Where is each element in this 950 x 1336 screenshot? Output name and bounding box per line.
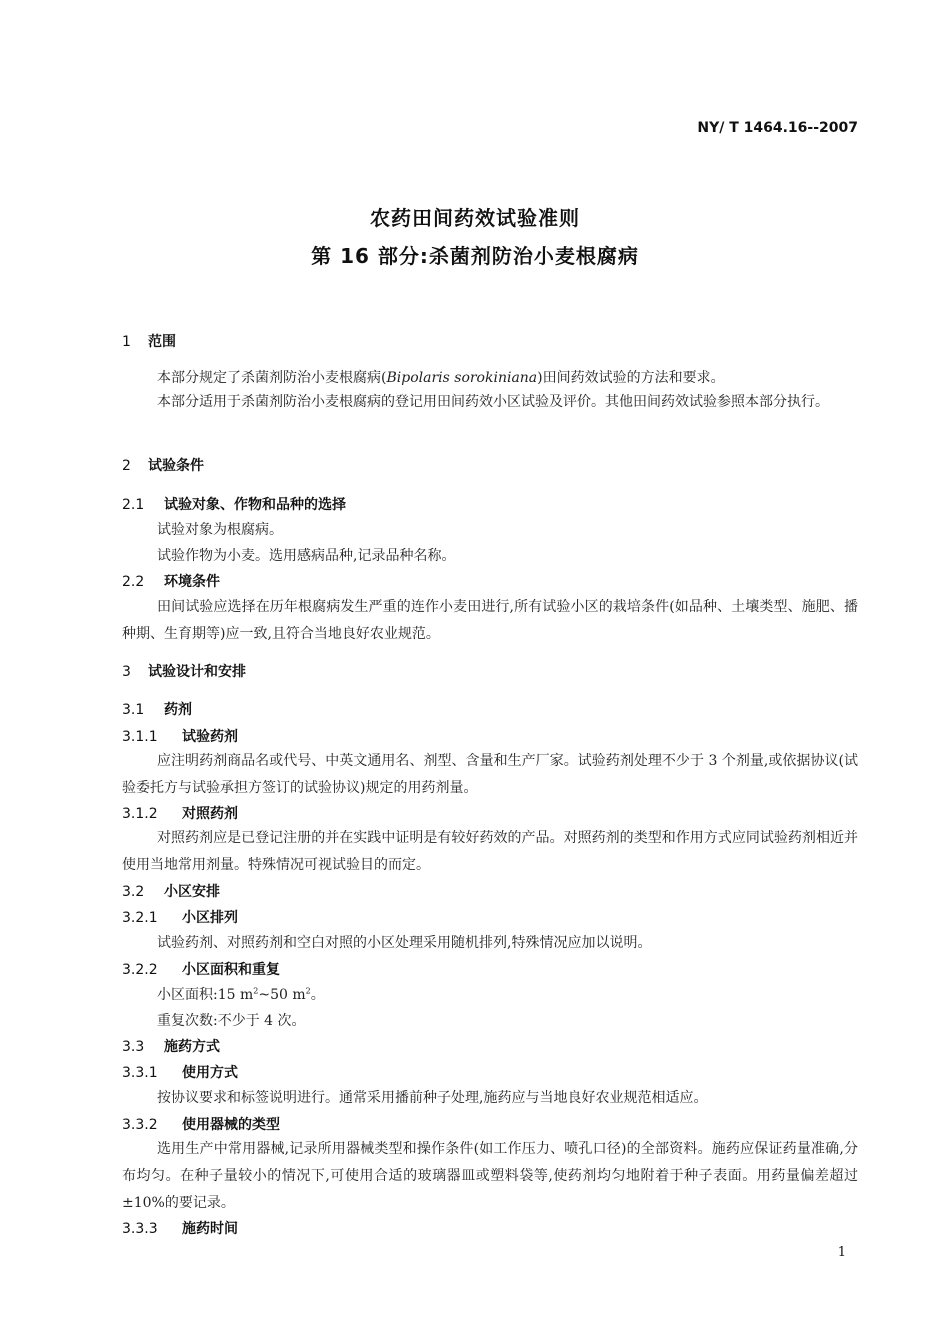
latin-name: Bipolaris sorokiniana bbox=[386, 370, 538, 386]
section-3-2-heading: 3.2 小区安排 bbox=[122, 884, 220, 900]
section-2-2-paragraph: 田间试验应选择在历年根腐病发生严重的连作小麦田进行,所有试验小区的栽培条件(如品种、土壤类型、施肥、播种期、生育期等)应一致,且符合当地良好农业规范。 bbox=[122, 599, 858, 642]
section-3-3-heading: 3.3 施药方式 bbox=[122, 1039, 220, 1055]
section-3-3-2-heading: 3.3.2 使用器械的类型 bbox=[122, 1117, 280, 1133]
section-3-1-1-paragraph: 应注明药剂商品名或代号、中英文通用名、剂型、含量和生产厂家。试验药剂处理不少于 3 个剂量,或依据协议(试验委托方与试验承担方签订的试验协议)规定的用药剂量。 bbox=[122, 753, 858, 796]
section-3-3-2-paragraph: 选用生产中常用器械,记录所用器械类型和操作条件(如工作压力、喷孔口径)的全部资料。施药应保证药量准确,分布均匀。在种子量较小的情况下,可使用合适的玻璃器皿或塑料袋等,使药剂均匀地附着于种子表面。用药量偏差超过±10%的要记录。 bbox=[122, 1141, 858, 1211]
section-3-3-1-heading: 3.3.1 使用方式 bbox=[122, 1065, 238, 1081]
section-2-1-paragraph-2: 试验作物为小麦。选用感病品种,记录品种名称。 bbox=[157, 548, 456, 564]
document-subtitle: 第 16 部分:杀菌剂防治小麦根腐病 bbox=[311, 244, 639, 268]
section-3-2-1-heading: 3.2.1 小区排列 bbox=[122, 910, 238, 926]
section-3-2-2-plot-area: 小区面积:15 $m^2\sim 50$ $m^2$。 bbox=[157, 986, 325, 1003]
section-2-2-heading: 2.2 环境条件 bbox=[122, 574, 220, 590]
section-3-1-2-paragraph: 对照药剂应是已登记注册的并在实践中证明是有较好药效的产品。对照药剂的类型和作用方式应同试验药剂相近并使用当地常用剂量。特殊情况可视试验目的而定。 bbox=[122, 830, 858, 873]
section-3-heading: 3 试验设计和安排 bbox=[122, 664, 246, 680]
section-3-2-2-replicates: 重复次数:不少于 4 次。 bbox=[157, 1013, 306, 1029]
section-1-paragraph-2: 本部分适用于杀菌剂防治小麦根腐病的登记用田间药效小区试验及评价。其他田间药效试验参照本部分执行。 bbox=[157, 394, 829, 410]
section-2-1-heading: 2.1 试验对象、作物和品种的选择 bbox=[122, 497, 346, 513]
standard-number: NY/ T 1464.16--2007 bbox=[697, 120, 858, 136]
document-title: 农药田间药效试验准则 bbox=[370, 206, 580, 230]
page-number: 1 bbox=[837, 1245, 846, 1260]
section-3-3-1-paragraph: 按协议要求和标签说明进行。通常采用播前种子处理,施药应与当地良好农业规范相适应。 bbox=[157, 1090, 708, 1106]
section-3-2-1-paragraph: 试验药剂、对照药剂和空白对照的小区处理采用随机排列,特殊情况应加以说明。 bbox=[157, 935, 652, 951]
section-3-1-2-heading: 3.1.2 对照药剂 bbox=[122, 806, 238, 822]
section-2-heading: 2 试验条件 bbox=[122, 458, 204, 474]
section-1-paragraph-1: 本部分规定了杀菌剂防治小麦根腐病(Bipolaris sorokiniana)田间药效试验的方法和要求。 bbox=[157, 370, 725, 386]
section-3-2-2-heading: 3.2.2 小区面积和重复 bbox=[122, 962, 280, 978]
section-1-heading: 1 范围 bbox=[122, 334, 176, 350]
section-2-1-paragraph-1: 试验对象为根腐病。 bbox=[157, 522, 283, 538]
section-3-3-3-heading: 3.3.3 施药时间 bbox=[122, 1221, 238, 1237]
section-3-1-1-heading: 3.1.1 试验药剂 bbox=[122, 729, 238, 745]
section-3-1-heading: 3.1 药剂 bbox=[122, 702, 192, 718]
